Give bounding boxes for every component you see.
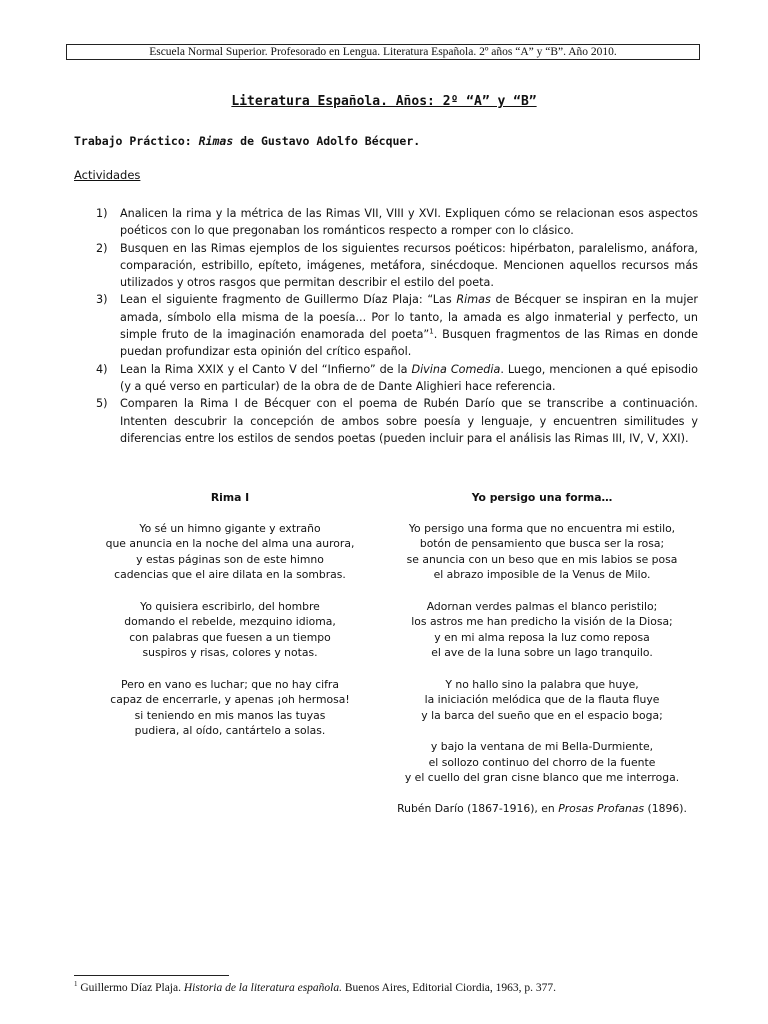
subtitle-prefix: Trabajo Práctico: [74, 134, 199, 148]
activity-item [74, 205, 698, 240]
document-header: Escuela Normal Superior. Profesorado en Lengua. Literatura Española. 2º años “A” y “B”. Año 2010. [66, 44, 700, 60]
poem-verse: Pero en vano es luchar; que no hay cifra [121, 677, 339, 691]
poem-verse: Yo sé un himno gigante y extraño [139, 521, 321, 535]
poem-verse: y bajo la ventana de mi Bella-Durmiente, [430, 739, 654, 753]
poem-verse: el sollozo continuo del chorro de la fuente [428, 755, 656, 769]
poem-verse: y estas páginas son de este himno [136, 552, 324, 566]
activities-heading: Actividades [74, 168, 141, 182]
poem-verse: con palabras que fuesen a un tiempo [129, 630, 331, 644]
activity-text: Lean la Rima XXIX y el Canto V del “Infierno” de la [120, 362, 412, 376]
subtitle-work: Rimas [198, 134, 234, 148]
poem-verse: Adornan verdes palmas el blanco peristilo; [426, 599, 658, 613]
poem-verse: la iniciación melódica que de la flauta fluye [424, 693, 660, 707]
poem-right-title: Yo persigo una forma… [471, 491, 613, 504]
footnote-reference: 1 [429, 327, 434, 336]
poem-stanza [74, 677, 386, 739]
poem-verse: que anuncia en la noche del alma una aurora, [105, 537, 355, 551]
activity-text: Comparen la Rima I de Bécquer con el poema de Rubén Darío que se transcribe a continuación. Intenten descubrir la concepción de ambos sobre poesía y lenguaje, y encuentren similitudes y diferencias entre los estilos de sendos poetas (pueden incluir para el análisis las Rimas III, IV, V, XXI). [120, 397, 698, 445]
footnote-mark: 1 [74, 980, 78, 988]
activity-text: Analicen la rima y la métrica de las Rimas VII, VIII y XVI. Expliquen cómo se relacionan esos aspectos poéticos con lo que pregonaban los románticos respecto a romper con lo clásico. [120, 207, 698, 238]
activity-item [74, 291, 698, 360]
activity-text: de Bécquer se inspiran en la mujer amada, símbolo ella misma de la poesía... Por lo tanto, la amada es algo inmaterial y perfecto, un simple fruto de la imaginación enamorada del poeta” [120, 293, 698, 342]
poem-verse: Yo persigo una forma que no encuentra mi estilo, [408, 521, 676, 535]
poem-stanza [386, 739, 698, 786]
activity-number: 4) [96, 362, 108, 376]
poem-verse: botón de pensamiento que busca ser la rosa; [419, 537, 665, 551]
footnote-work: Historia de la literatura española. [183, 981, 342, 994]
poem-verse: suspiros y risas, colores y notas. [142, 646, 318, 660]
activity-text: Rimas [456, 293, 491, 307]
poem-verse: y la barca del sueño que en el espacio boga; [421, 708, 663, 722]
footnote-divider [74, 975, 229, 976]
activity-text: Divina Comedia [411, 362, 501, 376]
poem-left-title: Rima I [210, 491, 250, 504]
poem-attribution [386, 801, 698, 817]
activity-text: . Luego, mencionen a qué episodio (y a qué verso en particular) de la obra de de Dante Alighieri hace referencia. [120, 362, 698, 393]
poem-rima-i [74, 490, 386, 755]
poem-stanza [386, 677, 698, 724]
activity-text: . Busquen fragmentos de las Rimas en donde puedan profundizar esta opinión del crítico español. [120, 328, 698, 359]
poem-yo-persigo [386, 490, 698, 817]
attribution-suffix: (1896). [644, 802, 687, 816]
poem-verse: si teniendo en mis manos las tuyas [134, 708, 326, 722]
poem-verse: se anuncia con un beso que en mis labios se posa [406, 552, 678, 566]
poem-stanza [74, 521, 386, 583]
page-title: Literatura Española. Años: 2º “A” y “B” [231, 94, 537, 109]
poem-verse: el ave de la luna sobre un lago tranquilo. [431, 646, 653, 660]
footnote-author: Guillermo Díaz Plaja. [77, 981, 184, 994]
poem-stanza [386, 521, 698, 583]
poem-verse: domando el rebelde, mezquino idioma, [124, 615, 336, 629]
attribution-work: Prosas Profanas [558, 802, 645, 816]
footnote-rest: Buenos Aires, Editorial Ciordia, 1963, p. 377. [341, 981, 556, 994]
poem-verse: los astros me han predicho la visión de la Diosa; [411, 615, 673, 629]
poem-stanza [74, 599, 386, 661]
activity-item [74, 395, 698, 447]
assignment-subtitle [74, 134, 420, 148]
poem-stanza [386, 599, 698, 661]
poem-verse: Yo quisiera escribirlo, del hombre [140, 599, 320, 613]
activity-number: 5) [96, 397, 108, 411]
activity-item [74, 361, 698, 396]
poem-verse: y el cuello del gran cisne blanco que me interroga. [404, 771, 680, 785]
attribution-prefix: Rubén Darío (1867-1916), en [397, 802, 559, 816]
activity-text: Busquen en las Rimas ejemplos de los siguientes recursos poéticos: hipérbaton, paralelismo, anáfora, comparación, estribillo, epíteto, imágenes, metáfora, sinécdoque. Mencionen aquellos recursos más utilizados y otros rasgos que permitan describir el estilo del poeta. [120, 241, 698, 290]
activity-number: 3) [96, 293, 108, 307]
activities-list [74, 205, 698, 447]
poem-verse: Y no hallo sino la palabra que huye, [445, 677, 639, 691]
poem-verse: pudiera, al oído, cantártelo a solas. [134, 724, 326, 738]
activity-item [74, 240, 698, 292]
poem-verse: el abrazo imposible de la Venus de Milo. [433, 568, 651, 582]
poem-verse: capaz de encerrarle, y apenas ¡oh hermosa! [110, 693, 350, 707]
poem-verse: y en mi alma reposa la luz como reposa [434, 630, 650, 644]
subtitle-suffix: de Gustavo Adolfo Bécquer. [233, 134, 421, 148]
activity-text: Lean el siguiente fragmento de Guillermo Díaz Plaja: “Las [120, 293, 457, 307]
activity-number: 1) [96, 207, 108, 220]
activity-number: 2) [96, 241, 108, 255]
poem-verse: cadencias que el aire dilata en la sombras. [114, 568, 346, 582]
footnote [74, 980, 556, 994]
